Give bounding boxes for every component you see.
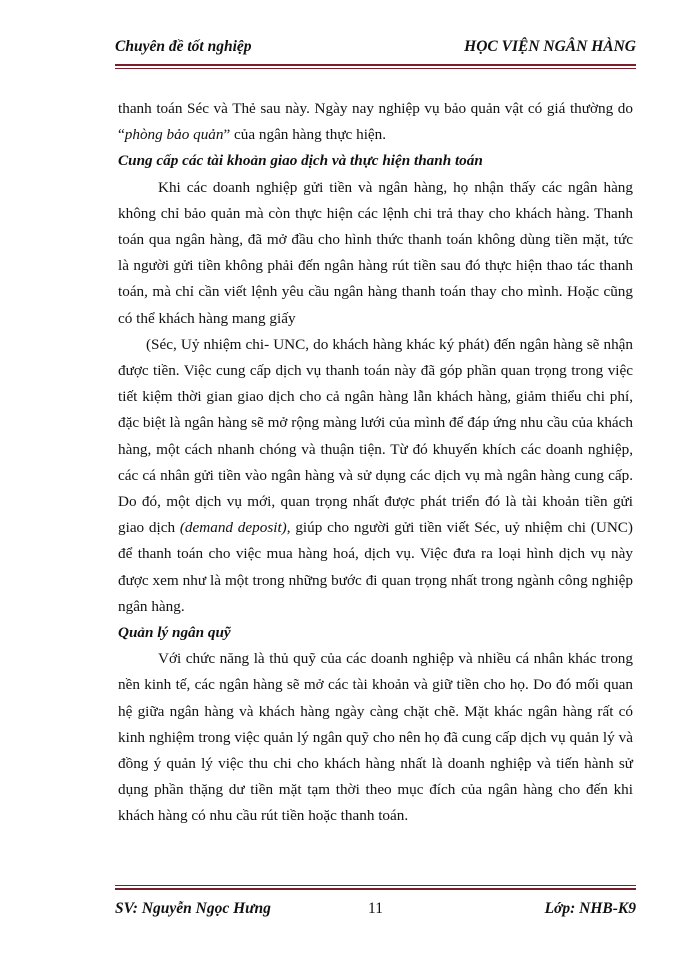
header-rule-thin	[115, 68, 636, 69]
page-number: 11	[368, 900, 383, 917]
paragraph-cheques-text-a: (Séc, Uỷ nhiệm chi- UNC, do khách hàng khác ký phát) đến ngân hàng sẽ nhận được tiền. Việc cung cấp dịch vụ thanh toán này đã góp phần quan trọng trong việc tiết kiệm thời gian giao dịch cho cả ngân hàng lẫn khách hàng, giảm thiểu chi phí, đặc biệt là ngân hàng sẽ mở rộng màng lưới của mình để đáp ứng nhu cầu của khách hàng, một cách nhanh chóng và thuận tiện. Từ đó khuyến khích các doanh nghiệp, các cá nhân gửi tiền vào ngân hàng và sử dụng các dịch vụ mà ngân hàng cung cấp. Do đó, một dịch vụ mới, quan trọng nhất được phát triển đó là tài khoản tiền gửi giao dịch	[118, 335, 633, 537]
header-institution: HỌC VIỆN NGÂN HÀNG	[464, 38, 636, 55]
paragraph-payments: Khi các doanh nghiệp gửi tiền và ngân hàng, họ nhận thấy các ngân hàng không chỉ bảo quản mà còn thực hiện các lệnh chi trả thay cho khách hàng. Thanh toán qua ngân hàng, đã mở đầu cho hình thức thanh toán không dùng tiền mặt, tức là người gửi tiền không phải đến ngân hàng rút tiền sau đó thực hiện thao tác thanh toán, mà chỉ cần viết lệnh yêu cầu ngân hàng thanh toán thay cho mình. Hoặc cũng có thể khách hàng mang giấy	[118, 178, 633, 327]
paragraph-intro	[118, 96, 633, 148]
footer-rule-thick	[115, 888, 636, 890]
page-header	[115, 38, 636, 62]
header-document-type: Chuyên đề tốt nghiệp	[115, 38, 252, 55]
section-heading-treasury: Quản lý ngân quỹ	[118, 624, 231, 642]
paragraph-intro-text-a: thanh toán Séc và Thẻ sau này. Ngày nay nghiệp vụ bảo quản vật có giá thường do “	[118, 100, 633, 144]
footer-rule-thin	[115, 885, 636, 886]
page-footer	[115, 900, 636, 924]
paragraph-intro-emphasis: phòng bảo quản	[124, 126, 224, 144]
footer-student-name: SV: Nguyễn Ngọc Hưng	[115, 900, 271, 917]
paragraph-cheques-emphasis: (demand deposit)	[179, 519, 287, 537]
page-body	[118, 96, 633, 830]
paragraph-cheques	[118, 332, 633, 620]
paragraph-cheques-text-b: , giúp cho người gửi tiền viết Séc, uỷ nhiệm chi (UNC) để thanh toán cho việc mua hàng hoá, dịch vụ. Việc đưa ra loại hình dịch vụ này được xem như là một trong những bước đi quan trọng nhất trong ngành công nghiệp ngân hàng.	[118, 519, 633, 615]
paragraph-intro-text-b: ” của ngân hàng thực hiện.	[223, 126, 387, 144]
footer-class: Lớp: NHB-K9	[544, 900, 636, 917]
header-rule-thick	[115, 64, 636, 66]
paragraph-treasury: Với chức năng là thủ quỹ của các doanh nghiệp và nhiều cá nhân khác trong nền kinh tế, các ngân hàng sẽ mở các tài khoản và giữ tiền cho họ. Do đó mối quan hệ giữa ngân hàng và khách hàng ngày càng chặt chẽ. Mặt khác ngân hàng rất có kinh nghiệm trong việc quản lý ngân quỹ cho nên họ đã cung cấp dịch vụ quản lý và đồng ý quản lý việc thu chi cho khách hàng nhất là doanh nghiệp và tiến hành sử dụng phần thặng dư tiền mặt tạm thời theo mục đích của ngân hàng cho đến khi khách hàng có nhu cầu rút tiền hoặc thanh toán.	[118, 650, 633, 825]
section-heading-accounts: Cung cấp các tài khoản giao dịch và thực hiện thanh toán	[118, 152, 483, 170]
